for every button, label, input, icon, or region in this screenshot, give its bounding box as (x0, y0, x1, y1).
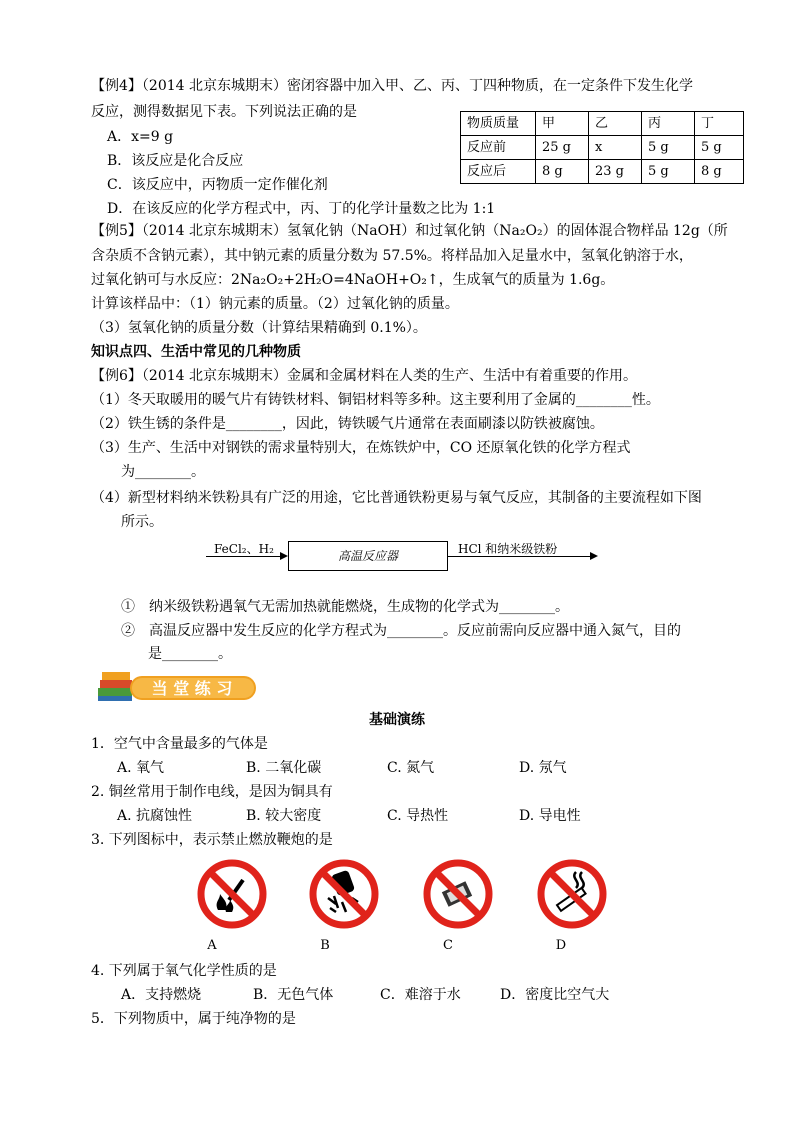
ex6-q4b: 所示。 (121, 514, 163, 530)
ex6-q1: （1）冬天取暖用的暖气片有铸铁材料、铜铝材料等多种。这主要利用了金属的________性。 (91, 392, 660, 408)
table-cell: 丁 (695, 112, 744, 136)
table-cell: 8 g (536, 160, 589, 184)
knowledge-point-title: 知识点四、生活中常见的几种物质 (91, 344, 301, 360)
ex6-sub2a: ② 高温反应器中发生反应的化学方程式为________。反应前需向反应器中通入氮气，目的 (121, 623, 681, 639)
no-matches-sign-icon (422, 858, 494, 930)
q2-option-c: C. 导热性 (387, 808, 449, 824)
ex5-line2: 含杂质不含钠元素），其中钠元素的质量分数为 57.5%。将样品加入足量水中，氢氧化钠溶于水， (91, 248, 693, 264)
q4-option-a: A．支持燃烧 (121, 987, 202, 1003)
q4-option-c: C．难溶于水 (380, 987, 461, 1003)
ex4-line2: 反应，测得数据见下表。下列说法正确的是 (91, 104, 357, 120)
ex4-data-table (460, 111, 744, 184)
q2-stem: 2. 铜丝常用于制作电线，是因为铜具有 (91, 784, 333, 800)
table-cell: 25 g (536, 136, 589, 160)
sign-label-b: B (320, 938, 330, 953)
table-cell: 丙 (642, 112, 695, 136)
table-row (461, 160, 744, 184)
ex5-line5: （3）氢氧化钠的质量分数（计算结果精确到 0.1%）。 (91, 320, 427, 336)
arrow-head-icon (590, 552, 598, 560)
table-cell: x (589, 136, 642, 160)
table-cell: 甲 (536, 112, 589, 136)
table-cell: 8 g (695, 160, 744, 184)
flow-arrow-out (448, 556, 590, 557)
table-cell: 5 g (642, 160, 695, 184)
no-smoking-sign-icon (536, 858, 608, 930)
ex6-sub1: ① 纳米级铁粉遇氧气无需加热就能燃烧，生成物的化学式为________。 (121, 599, 569, 615)
ex6-sub2b: 是________。 (148, 646, 232, 662)
q4-option-b: B．无色气体 (253, 987, 334, 1003)
banner-text: 当 堂 练 习 (151, 679, 233, 698)
section-title: 基础演练 (369, 712, 425, 728)
no-fire-sign-icon (196, 858, 268, 930)
q3-stem: 3. 下列图标中，表示禁止燃放鞭炮的是 (91, 832, 333, 848)
q1-stem: 1．空气中含量最多的气体是 (91, 736, 268, 752)
table-row (461, 136, 744, 160)
table-row (461, 112, 744, 136)
ex4-option-b: B．该反应是化合反应 (107, 153, 244, 169)
ex6-q3a: （3）生产、生活中对钢铁的需求量特别大，在炼铁炉中，CO 还原氧化铁的化学方程式 (91, 440, 631, 456)
ex6-q2: （2）铁生锈的条件是________，因此，铸铁暖气片通常在表面刷漆以防铁被腐蚀。 (91, 416, 604, 432)
q1-option-d: D. 氖气 (519, 760, 567, 776)
practice-banner (96, 666, 260, 704)
q5-stem: 5．下列物质中，属于纯净物的是 (91, 1011, 296, 1027)
table-cell: 反应后 (461, 160, 536, 184)
ex4-line1: 【例4】（2014 北京东城期末）密闭容器中加入甲、乙、丙、丁四种物质，在一定条件下发生化学 (91, 78, 693, 94)
arrow-head-icon (280, 552, 288, 560)
q1-option-b: B. 二氧化碳 (246, 760, 322, 776)
q2-option-b: B. 较大密度 (246, 808, 322, 824)
sign-label-c: C (443, 938, 453, 953)
table-cell: 23 g (589, 160, 642, 184)
table-cell: 5 g (695, 136, 744, 160)
table-cell: 反应前 (461, 136, 536, 160)
flow-arrow-in (206, 556, 280, 557)
books-icon (98, 672, 132, 701)
ex6-line1: 【例6】（2014 北京东城期末）金属和金属材料在人类的生产、生活中有着重要的作用。 (91, 368, 637, 384)
table-cell: 5 g (642, 136, 695, 160)
q4-stem: 4. 下列属于氧气化学性质的是 (91, 963, 277, 979)
q4-option-d: D．密度比空气大 (500, 987, 610, 1003)
ex5-line3: 过氧化钠可与水反应：2Na₂O₂+2H₂O=4NaOH+O₂↑，生成氧气的质量为 1.6g。 (91, 272, 615, 288)
ex4-option-d: D．在该反应的化学方程式中，丙、丁的化学计量数之比为 1:1 (107, 201, 496, 217)
ex6-q3b: 为________。 (121, 464, 205, 480)
no-firecrackers-sign-icon (308, 858, 380, 930)
ex5-line4: 计算该样品中：（1）钠元素的质量。（2）过氧化钠的质量。 (91, 296, 459, 312)
sign-label-a: A (207, 938, 217, 953)
ex6-q4a: （4）新型材料纳米铁粉具有广泛的用途，它比普通铁粉更易与氧气反应，其制备的主要流程如下图 (91, 490, 702, 506)
flow-reactor-box: 高温反应器 (288, 541, 448, 571)
ex4-option-a: A．x=9 g (107, 129, 174, 145)
ex4-option-c: C．该反应中，丙物质一定作催化剂 (107, 177, 328, 193)
table-cell: 物质质量 (461, 112, 536, 136)
flow-input-label: FeCl₂、H₂ (214, 542, 274, 556)
q2-option-a: A. 抗腐蚀性 (117, 808, 193, 824)
flow-output-label: HCl 和纳米级铁粉 (458, 542, 558, 556)
sign-label-d: D (555, 938, 567, 953)
table-cell: 乙 (589, 112, 642, 136)
q2-option-d: D. 导电性 (519, 808, 581, 824)
q1-option-c: C. 氮气 (387, 760, 435, 776)
ex5-line1: 【例5】（2014 北京东城期末）氢氧化钠（NaOH）和过氧化钠（Na₂O₂）的固体混合物样品 12g（所 (91, 223, 728, 239)
q1-option-a: A. 氧气 (117, 760, 165, 776)
